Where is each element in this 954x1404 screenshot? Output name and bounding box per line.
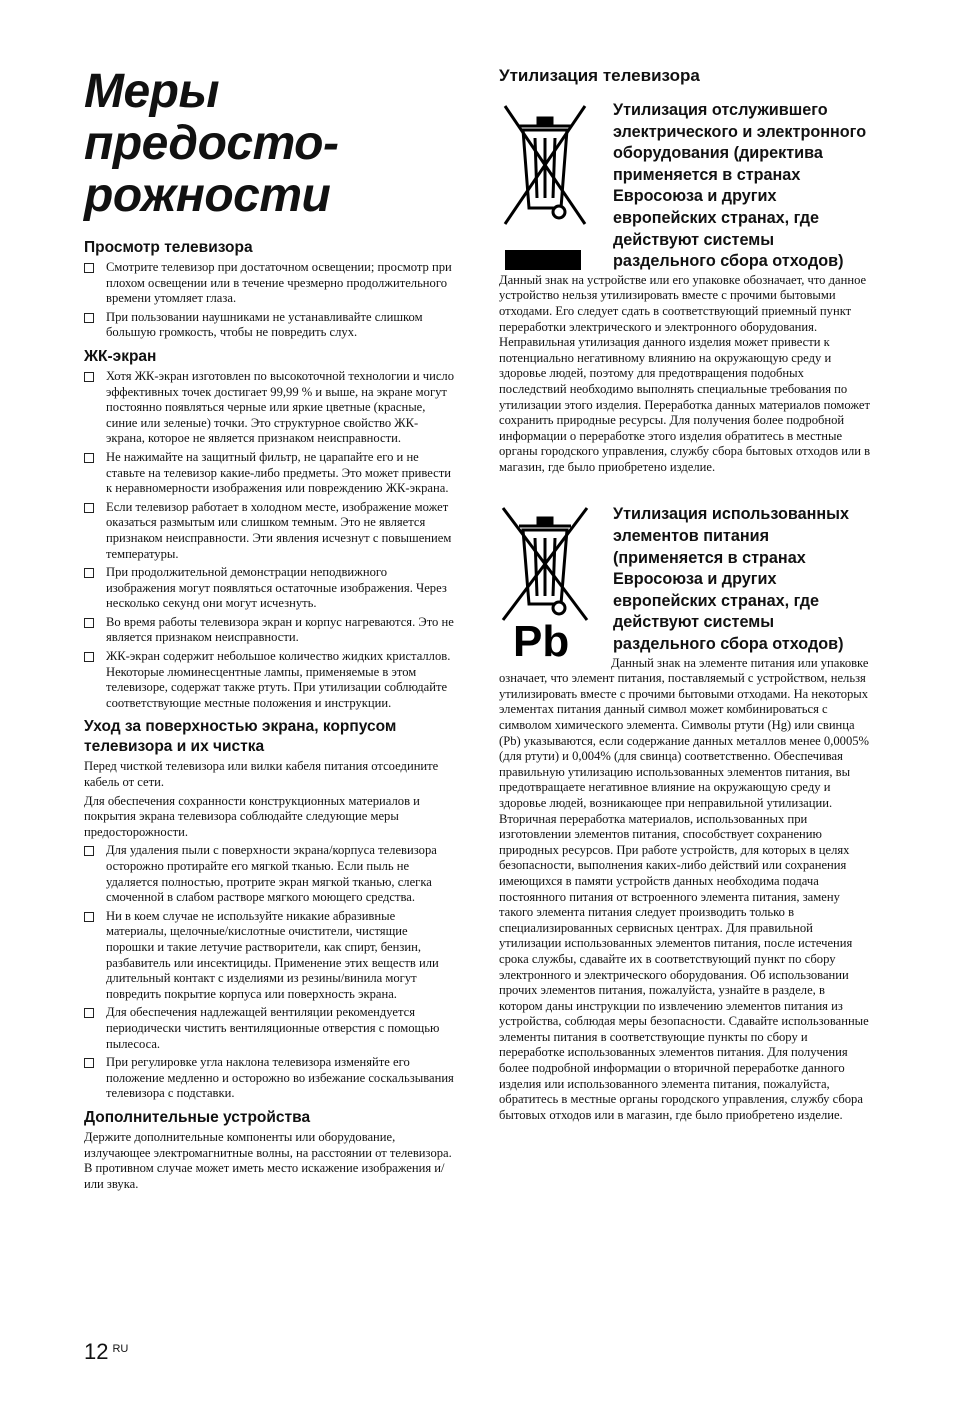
page-lang: RU [112, 1343, 129, 1355]
page-number-value: 12 [84, 1339, 109, 1364]
right-column [499, 66, 871, 1126]
weee-text: Данный знак на устройстве или его упаковке обозначает, что данное устройство нельзя утилизировать вместе с прочими бытовыми отходами. Его следует сдать в соответствующий приемный пункт переработки электрического и электронного оборудования. Неправильная утилизация данного изделия может привести к потенциально негативному влиянию на окружающую среду и здоровье людей, поэтому для предотвращения подобных последствий необходимо выполнять специальные требования по утилизации этого изделия. Переработка данных материалов поможет сохранить природные ресурсы. Для получения более подробной информации о переработке этого изделия обратитесь в местные органы городского управления, службу сбора бытовых отходов или в магазин, где было приобретено изделие. [499, 272, 871, 474]
list-item: При регулировке угла наклона телевизора изменяйте его положение медленно и осторожно во избежание соскальзывания телевизора с подставки. [84, 1055, 456, 1102]
title-line: предосто- [84, 117, 339, 170]
viewing-list [84, 260, 456, 341]
extra-paragraph: Держите дополнительные компоненты или оборудование, излучающее электромагнитные волны, на расстоянии от телевизора. В противном случае может иметь место искажение изображения и/или звука. [84, 1129, 452, 1191]
battery-text: Данный знак на элементе питания или упаковке означает, что элемент питания, поставляемый с устройством, нельзя утилизировать вместе с прочими бытовыми отходами. На некоторых элементах питания данный символ может комбинироваться с символом химического элемента. Символы ртути (Hg) или свинца (Pb) указываются, если содержание данных металлов менее 0,0005% (для ртути) и 0,004% (для свинца) соответственно. Обеспечивая правильную утилизацию использованных элементов питания, вы предотвращаете негативное влияние на окружающую среду и здоровье людей, возникающее при неправильной утилизации. Вторичная переработка материалов, использованных при изготовлении элементов питания, способствует сохранению природных ресурсов. При работе устройств, для которых в целях безопасности, выполнения каких-либо действий или сохранения имеющихся в памяти устройств данных необходима подача постоянного питания от встроенного элемента питания, замену такого элемента питания следует производить только в специализированных сервисных центрах. Для правильной утилизации использованных элементов питания, после истечения срока службы, сдавайте их в соответствующий пункт по сбору электронного и электрического оборудования. Об использовании прочих элементов питания, пожалуйста, узнайте в разделе, в котором даны инструкции по извлечению элементов питания из устройства, соблюдая меры безопасности. Сдавайте использованные элементы питания в соответствующие пункты по сбору и переработке использованных элементов питания. Для получения более подробной информации о вторичной переработке данного изделия или использованного элемента питания, пожалуйста, обратитесь в местные органы городского управления, службу сбора бытовых отходов или в магазин, где было приобретено изделие. [499, 655, 870, 1122]
weee-title: Утилизация отслужившего электрического и электронного оборудования (директива применяется в странах Евросоюза и других европейских странах, где действуют системы раздельного сбора отходов) [613, 101, 867, 271]
section-heading-lcd: ЖК-экран [84, 347, 157, 365]
left-column [84, 66, 456, 1195]
lcd-list [84, 369, 456, 711]
care-list [84, 843, 456, 1102]
page-number [84, 1339, 128, 1365]
battery-title: Утилизация использованных элементов питания (применяется в странах Евросоюза и других европейских странах, где действуют системы раздельного сбора отходов) [613, 505, 849, 654]
section-heading-disposal: Утилизация телевизора [499, 66, 700, 85]
section-heading-care: Уход за поверхностью экрана, корпусом телевизора и их чистка [84, 718, 397, 756]
section-heading-extra: Дополнительные устройства [84, 1108, 311, 1126]
list-item: Хотя ЖК-экран изготовлен по высокоточной технологии и число эффективных точек достигает 99,99 % и выше, на экране могут постоянно появляться черные или яркие цветные (красные, синие или зеленые) точки. Это структурное свойство ЖК-экрана, которое не является признаком неисправности. [84, 369, 456, 447]
title-line: Меры [84, 65, 219, 118]
list-item: ЖК-экран содержит небольшое количество жидких кристаллов. Некоторые люминесцентные лампы, применяемые в этом телевизоре, содержат также ртуть. При утилизации соблюдайте соответствующие местные положения и инструкции. [84, 649, 456, 711]
care-paragraph: Перед чисткой телевизора или вилки кабеля питания отсоедините кабель от сети. [84, 759, 439, 790]
list-item: При продолжительной демонстрации неподвижного изображения могут появляться остаточные изображения. Через несколько секунд они могут исчезнуть. [84, 565, 456, 612]
care-paragraph: Для обеспечения сохранности конструкционных материалов и покрытия экрана телевизора соблюдайте следующие меры предосторожности. [84, 793, 420, 839]
list-item: Ни в коем случае не используйте никакие абразивные материалы, щелочные/кислотные очистители, чистящие порошки и такие летучие растворители, как спирт, бензин, разбавитель или инсектициды. Применение этих веществ или длительный контакт с изделиями из резины/винила могут повредить покрытие корпуса или поверхность экрана. [84, 909, 456, 1003]
battery-block [499, 504, 871, 1126]
list-item: Если телевизор работает в холодном месте, изображение может оказаться размытым или слишком темным. Это не является признаком неисправности. Эти явления исчезнут с повышением температуры. [84, 500, 456, 562]
list-item: Для удаления пыли с поверхности экрана/корпуса телевизора осторожно протирайте его мягкой тканью. Если пыль не удаляется полностью, протрите экран мягкой тканью, слегка смоченной в слабом растворе мягкого моющего средства. [84, 843, 456, 905]
list-item: Смотрите телевизор при достаточном освещении; просмотр при плохом освещении или в течение чрезмерно продолжительного времени утомляет глаза. [84, 260, 456, 307]
weee-block [499, 100, 871, 478]
crossed-bin-icon [499, 100, 605, 262]
list-item: Для обеспечения надлежащей вентиляции рекомендуется периодически чистить вентиляционные отверстия с помощью пылесоса. [84, 1005, 456, 1052]
section-heading-viewing: Просмотр телевизора [84, 239, 253, 256]
crossed-bin-pb-icon [499, 504, 605, 666]
pb-label: Pb [513, 617, 570, 665]
list-item: Во время работы телевизора экран и корпус нагреваются. Это не является признаком неисправности. [84, 615, 456, 646]
list-item: Не нажимайте на защитный фильтр, не царапайте его и не ставьте на телевизор какие-либо предметы. Это может привести к неравномерности изображения или повреждению ЖК-экрана. [84, 450, 456, 497]
list-item: При пользовании наушниками не устанавливайте слишком большую громкость, чтобы не повредить слух. [84, 310, 456, 341]
title-line: рожности [84, 169, 331, 222]
page-title [84, 66, 456, 222]
